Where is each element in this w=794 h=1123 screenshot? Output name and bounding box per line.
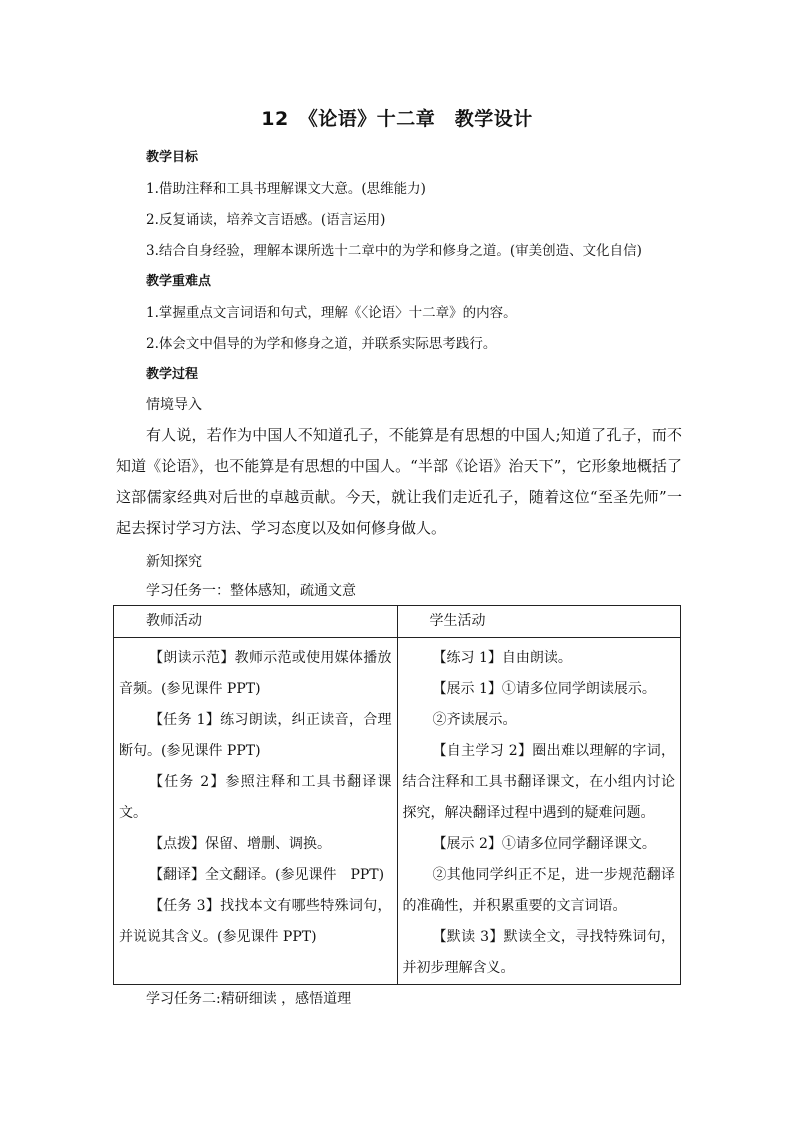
process-heading: 教学过程 (146, 367, 199, 382)
teacher-activity-header: 教师活动 (114, 606, 398, 638)
student-activity-cell (397, 638, 681, 985)
student-step-5: 【展示 2】①请多位同学翻译课文。 (432, 836, 656, 852)
teacher-step-2: 【任务 1】练习朗读，纠正读音，合理断句。(参见课件 PPT) (119, 712, 392, 759)
explore-heading: 新知探究 (146, 554, 202, 570)
key-point-item-2: 2.体会文中倡导的为学和修身之道，并联系实际思考践行。 (146, 336, 497, 352)
teacher-step-3: 【任务 2】参照注释和工具书翻译课文。 (119, 774, 392, 821)
goals-heading: 教学目标 (146, 150, 199, 165)
goal-item-3: 3.结合自身经验，理解本课所选十二章中的为学和修身之道。(审美创造、文化自信) (146, 243, 642, 259)
key-point-item-1: 1.掌握重点文言词语和句式，理解《〈论语〉十二章》的内容。 (146, 305, 517, 321)
task1-heading: 学习任务一：整体感知，疏通文意 (146, 583, 356, 599)
teacher-step-6: 【任务 3】找找本文有哪些特殊词句，并说说其含义。(参见课件 PPT) (119, 898, 392, 945)
intro-heading: 情境导入 (146, 397, 202, 413)
task2-heading: 学习任务二:精研细读 ，感悟道理 (146, 991, 352, 1007)
student-step-7: 【默读 3】默读全文，寻找特殊词句，并初步理解含义。 (402, 929, 675, 976)
intro-paragraph: 有人说，若作为中国人不知道孔子，不能算是有思想的中国人;知道了孔子，而不知道《论语》，也不能算是有思想的中国人。“半部《论语》治天下”，它形象地概括了这部儒家经典对后世的卓越贡献。今天，就让我们走近孔子，随着这位“至圣先师”一起去探讨学习方法、学习态度以及如何修身做人。 (116, 426, 682, 537)
student-step-2: 【展示 1】①请多位同学朗读展示。 (432, 681, 656, 697)
goal-item-1: 1.借助注释和工具书理解课文大意。(思维能力) (146, 181, 426, 197)
document-title: 12 《论语》十二章 教学设计 (261, 108, 533, 130)
teacher-step-5: 【翻译】全文翻译。(参见课件 PPT) (149, 867, 385, 883)
goal-item-2: 2.反复诵读，培养文言语感。(语言运用) (146, 212, 386, 228)
student-step-6: ②其他同学纠正不足，进一步规范翻译的准确性，并积累重要的文言词语。 (402, 867, 675, 914)
student-step-4: 【自主学习 2】圈出难以理解的字词，结合注释和工具书翻译课文，在小组内讨论探究，解决翻译过程中遇到的疑难问题。 (402, 743, 675, 821)
student-step-1: 【练习 1】自由朗读。 (432, 650, 572, 666)
student-step-3: ②齐读展示。 (432, 712, 517, 728)
student-activity-header: 学生活动 (397, 606, 681, 638)
teacher-activity-cell (114, 638, 398, 985)
teacher-step-4: 【点拨】保留、增删、调换。 (149, 836, 331, 852)
teacher-step-1: 【朗读示范】教师示范或使用媒体播放音频。(参见课件 PPT) (119, 650, 392, 697)
activity-table (113, 605, 681, 985)
key-points-heading: 教学重难点 (146, 274, 212, 289)
